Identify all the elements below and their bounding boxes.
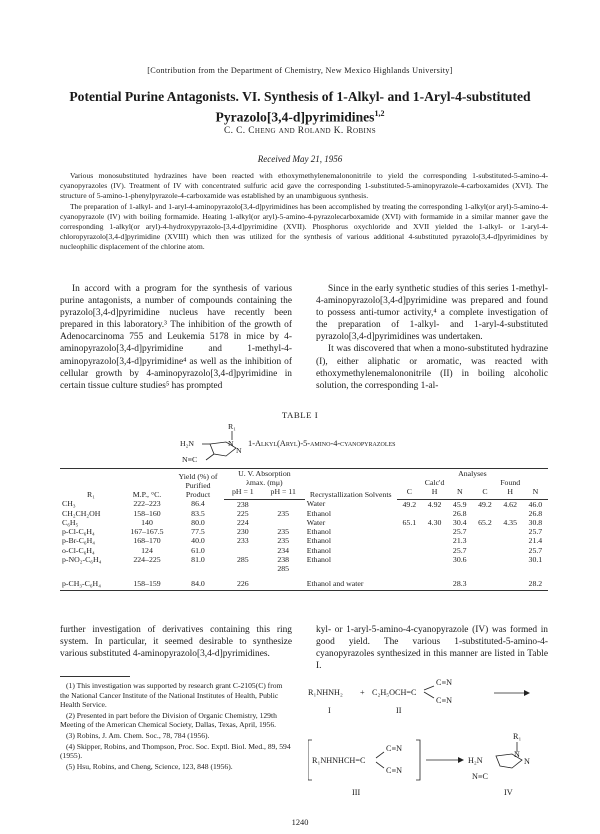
- table-cell-fn: 25.7: [528, 545, 543, 555]
- table-cell-r1: CH₃: [62, 499, 76, 509]
- table-caption: 1-Alkyl(Aryl)-5-amino-4-cyanopyrazoles: [248, 439, 396, 448]
- table-cell-r1: C₆H₅: [62, 518, 79, 528]
- table-cell-cn: 21.3: [452, 536, 467, 546]
- footnote: (2) Presented in part before the Division of Organic Chemistry, 129th Meeting of the American Chemical Society, Dallas, Texas, April, 1956.: [60, 710, 277, 730]
- table-cell-yield: [172, 564, 224, 573]
- table-cell-yield: 83.5: [191, 508, 205, 518]
- intermediate-nitrile-top: C≡N: [386, 744, 402, 753]
- table-cell-fc: [472, 573, 497, 591]
- table-cell-fc: [472, 527, 497, 536]
- table-cell-r1: [60, 564, 122, 573]
- table-cell-ph1: 233: [237, 536, 249, 546]
- table-cell-fn: 46.0: [528, 499, 543, 509]
- col-header-ph11: pH = 11: [262, 487, 305, 499]
- table-cell-r1: p-CH₃-C₆H₄: [60, 573, 122, 591]
- contribution-line: [Contribution from the Department of Chemistry, New Mexico Highlands University]: [147, 66, 453, 75]
- body-paragraph: kyl- or 1-aryl-5-amino-4-cyanopyrazole (IV) was formed in good yield. The various 1-substituted-5-amino-4-cyanopyrazoles synthesized in this manner are listed in Table I.: [316, 625, 548, 672]
- reagent-ethoxymethylene: C₂H₅OCH=C: [372, 688, 417, 697]
- table-cell-ch: [422, 527, 447, 536]
- table-cell-yield: 77.5: [191, 527, 205, 537]
- received-date: Received May 21, 1956: [257, 154, 343, 164]
- body-paragraph: In accord with a program for the synthesis of various purine antagonists, a number of compounds containing the pyrazolo[3,4-d]pyrimidine nucleus have recently been prepared in this laboratory.³ The inhibition of the growth of Adenocarcinoma 755 and Leukemia 5178 in mice by 4-aminopyrazolo[3,4-d]pyrimidine and 1-methyl-4-aminopyrazolo[3,4-d]pyrimidine⁴ as well as the inhibition of cellular growth by 4-aminopyrazolo[3,4-d]pyrimidine in certain tissue culture studies⁵ has prompted: [60, 284, 292, 391]
- table-cell-ph11: [262, 518, 305, 527]
- table-cell-ch: [422, 546, 447, 555]
- page-number: 1240: [291, 818, 309, 827]
- table-cell-solv: Ethanol and water: [305, 573, 397, 591]
- table-cell-ch: [422, 573, 447, 591]
- table-cell-fc: [472, 546, 497, 555]
- table-cell-ph11: [262, 573, 305, 591]
- table-cell-ph1: 226: [224, 573, 262, 591]
- table-cell-yield: 80.0: [191, 518, 205, 528]
- product-n2: N: [524, 757, 530, 766]
- product-r1: R₁: [513, 732, 522, 741]
- table-cell-cn: 26.8: [452, 508, 467, 518]
- col-header-found-c: C: [472, 487, 497, 499]
- scheme-lines: [308, 676, 548, 806]
- table-cell-mp: 140: [141, 518, 153, 528]
- table-cell-fc: [472, 536, 497, 545]
- compound-label-iii: III: [352, 788, 361, 797]
- intermediate-nitrile-bottom: C≡N: [386, 766, 402, 775]
- col-header-yield: Yield (%) of Purified Product: [172, 469, 224, 500]
- table-cell-ph11: 285: [277, 564, 290, 574]
- table-cell-mp: 168–170: [133, 536, 161, 546]
- compound-label-i: I: [328, 706, 331, 715]
- right-column: [316, 283, 548, 392]
- table-cell-ch: [422, 564, 447, 573]
- table-cell-fc: 49.2: [478, 499, 492, 509]
- table-cell-fn: 21.4: [528, 536, 543, 546]
- table-cell-mp: [122, 564, 172, 573]
- table-cell-cn: 25.7: [452, 545, 467, 555]
- body-paragraph: It was discovered that when a mono-substituted hydrazine (I), either aliphatic or aromatic, was reacted with ethoxymethylenemalononitrile (II) in boiling alcoholic solution, the corresponding 1-al-: [316, 344, 548, 391]
- table-cell-fh: 4.35: [503, 518, 517, 528]
- table-cell-r1: o-Cl-C₆H₄: [62, 545, 95, 555]
- table-cell-cc: [397, 546, 422, 555]
- table-cell-cc: [397, 564, 422, 573]
- table-cell-cc: [397, 536, 422, 545]
- table-cell-fh: [498, 573, 523, 591]
- plus-sign: +: [360, 688, 365, 697]
- table-cell-cc: 49.2: [402, 499, 417, 509]
- struct-nitrile: N≡C: [182, 455, 198, 464]
- table-cell-solv: Water: [306, 518, 326, 528]
- table-cell-solv: Ethanol: [306, 536, 332, 546]
- struct-amine: H₂N: [180, 439, 194, 448]
- col-header-calc-h: H: [422, 487, 447, 499]
- table-cell-fh: [498, 546, 523, 555]
- struct-r1: R₁: [228, 422, 236, 431]
- title-superscript: 1,2: [374, 109, 385, 118]
- table-cell-r1: p-Cl-C₆H₄: [62, 527, 95, 537]
- table-cell-fh: [498, 527, 523, 536]
- table-cell-fh: [498, 564, 523, 573]
- table-cell-yield: 61.0: [191, 545, 205, 555]
- col-header-calc-n: N: [447, 487, 472, 499]
- table-cell-fn: [523, 564, 548, 573]
- table-cell-fn: 30.8: [528, 518, 543, 528]
- footnote: (4) Skipper, Robins, and Thompson, Proc. Soc. Exptl. Biol. Med., 89, 594 (1955).: [60, 741, 291, 761]
- authors: C. C. Cheng and Roland K. Robins: [223, 126, 377, 136]
- table-cell-cn: 28.3: [447, 573, 472, 591]
- body-paragraph: further investigation of derivatives containing this ring system. In particular, it seemed desirable to synthesize various substituted 4-aminopyrazolo[3,4-d]pyrimidines.: [60, 625, 292, 660]
- reagent-hydrazine: R₁NHNH₂: [308, 688, 343, 697]
- table-cell-cc: [397, 555, 422, 564]
- table-cell-ch: [422, 555, 447, 564]
- table-cell-mp: 167–167.5: [130, 527, 164, 537]
- compound-label-iv: IV: [504, 788, 513, 797]
- table-cell-cn: 30.4: [452, 518, 467, 528]
- table-cell-ph11: 238: [277, 554, 290, 564]
- table-cell-cn: 30.6: [452, 554, 467, 564]
- nitrile-bottom: C≡N: [436, 696, 452, 705]
- table-cell-ph1: 230: [237, 527, 249, 537]
- table-cell-solv: Ethanol: [306, 554, 332, 564]
- table-cell-yield: 40.0: [191, 536, 205, 546]
- col-header-uv-sub: λmax. (mμ): [246, 478, 283, 488]
- table-cell-r1: p-Br-C₆H₄: [62, 536, 95, 546]
- table-cell-cn: 45.9: [452, 499, 467, 509]
- table-cell-fn: 30.1: [528, 554, 543, 564]
- table-cell-fh: 4.62: [503, 499, 517, 509]
- col-header-mp: M.P., °C.: [122, 469, 172, 500]
- table-cell-fn: 28.2: [523, 573, 548, 591]
- col-header-solvent: Recrystallization Solvents: [305, 469, 397, 500]
- intermediate: R₁NHNHCH=C: [312, 756, 366, 765]
- col-header-calc-c: C: [397, 487, 422, 499]
- table-cell-cc: [397, 573, 422, 591]
- table-cell-cc: [397, 527, 422, 536]
- table-cell-mp: 124: [141, 545, 153, 555]
- col-header-analyses: Analyses: [397, 469, 548, 479]
- table-cell-ph1: [224, 564, 262, 573]
- table-cell-ph1: 238: [237, 499, 249, 509]
- table-cell-fn: 25.7: [528, 527, 543, 537]
- table-cell-mp: 158–159: [122, 573, 172, 591]
- table-cell-ph1: 285: [237, 554, 249, 564]
- data-table: [60, 468, 548, 591]
- table-cell-fc: 65.2: [478, 518, 492, 528]
- table-header-row: [60, 469, 548, 479]
- table-cell-solv: Ethanol: [306, 527, 332, 537]
- col-header-r1: R₁: [60, 469, 122, 500]
- left-column-lower: [60, 624, 292, 660]
- table-cell-fc: [472, 564, 497, 573]
- table-row: [60, 564, 548, 573]
- table-structure: [170, 422, 470, 466]
- table-row: [60, 527, 548, 536]
- abstract-paragraph: Various monosubstituted hydrazines have been reacted with ethoxymethylenemalononitrile to yield the corresponding 1-substituted-5-amino-4-cyanopyrazoles (IV). Treatment of IV with concentrated sulfuric acid gave the corresponding 1-substituted-5-aminopyrazole-4-carboxamides (XVI). The structure of 5-amino-1-phenylpyrazole-4-carboxamide was established by an unambiguous synthesis.: [60, 171, 548, 201]
- struct-n2: N: [236, 446, 242, 455]
- table-cell-yield: 81.0: [191, 554, 205, 564]
- table-row: [60, 555, 548, 564]
- table-cell-fn: 26.8: [528, 508, 543, 518]
- table-cell-ph11: 235: [277, 527, 290, 537]
- footnote-rule: [60, 676, 130, 677]
- footnote: (1) This investigation was supported by research grant C-2105(C) from the National Cancer Institute of the National Institutes of Health, Public Health Service.: [60, 681, 283, 710]
- table-row: [60, 499, 548, 509]
- body-paragraph: Since in the early synthetic studies of this series 1-methyl-4-aminopyrazolo[3,4-d]pyrimidine was prepared and found to possess anti-tumor activity,⁴ a complete investigation of the preparation of 1-alkyl- and 1-aryl-4-substituted pyrazolo[3,4-d]pyrimidines was undertaken.: [316, 284, 548, 343]
- table-cell-r1: CH₂CH₂OH: [62, 508, 101, 518]
- table-cell-ch: [422, 509, 447, 518]
- col-header-calcd: Calc'd: [424, 478, 445, 488]
- table-body: [60, 499, 548, 591]
- product-amine: H₂N: [468, 756, 483, 765]
- col-header-uv: U. V. Absorption: [224, 469, 305, 479]
- table-cell-ph1: [224, 546, 262, 555]
- abstract: [60, 171, 548, 253]
- article-title: [40, 88, 560, 126]
- nitrile-top: C≡N: [436, 678, 452, 687]
- table-cell-fh: [498, 536, 523, 545]
- table-cell-mp: 158–160: [133, 508, 161, 518]
- table-cell-ph11: 235: [277, 508, 290, 518]
- table-cell-solv: [305, 564, 397, 573]
- left-column: [60, 283, 292, 392]
- struct-n: N: [228, 439, 234, 448]
- right-column-lower: [316, 624, 548, 672]
- table-cell-solv: Water: [306, 499, 326, 509]
- table-cell-fc: [472, 555, 497, 564]
- table-cell-fh: [498, 555, 523, 564]
- table-row: [60, 509, 548, 518]
- footnote: (3) Robins, J. Am. Chem. Soc., 78, 784 (1956).: [66, 730, 210, 740]
- table-cell-ch: 4.92: [427, 499, 442, 509]
- table-cell-fh: [498, 509, 523, 518]
- table-cell-r1: p-NO₂-C₆H₄: [62, 554, 102, 564]
- table-cell-ph11: 235: [277, 536, 290, 546]
- footnotes: [60, 676, 292, 772]
- table-cell-yield: 84.0: [172, 573, 224, 591]
- table-cell-cn: [447, 564, 472, 573]
- footnote: (5) Hsu, Robins, and Cheng, Science, 123, 848 (1956).: [66, 761, 233, 771]
- table-cell-solv: Ethanol: [306, 545, 332, 555]
- table-cell-ph11: 234: [277, 545, 290, 555]
- col-header-found-h: H: [498, 487, 523, 499]
- table-label: TABLE I: [281, 410, 319, 420]
- table-cell-mp: 224–225: [133, 554, 161, 564]
- table-row: [60, 536, 548, 545]
- table-cell-mp: 222–223: [133, 499, 161, 509]
- table-row: [60, 518, 548, 527]
- product-n1: N: [514, 750, 520, 759]
- table-row: [60, 546, 548, 555]
- table-cell-ph11: [262, 499, 305, 509]
- table-cell-fc: [472, 509, 497, 518]
- col-header-found: Found: [500, 478, 521, 488]
- table-cell-solv: Ethanol: [306, 508, 332, 518]
- table-cell-cc: [397, 509, 422, 518]
- table-cell-ph1: 225: [237, 508, 249, 518]
- reaction-scheme: [308, 676, 548, 806]
- title-text: Potential Purine Antagonists. VI. Synthesis of 1-Alkyl- and 1-Aryl-4-substituted Pyrazolo[3,4-d]pyrimidines: [69, 89, 531, 125]
- table-row: [60, 573, 548, 591]
- product-nitrile: N≡C: [472, 772, 488, 781]
- table-cell-ch: [422, 536, 447, 545]
- col-header-found-n: N: [523, 487, 548, 499]
- col-header-ph1: pH = 1: [224, 487, 262, 499]
- table-cell-ph1: 224: [237, 518, 249, 528]
- compound-label-ii: II: [396, 706, 402, 715]
- table-cell-ch: 4.30: [427, 518, 442, 528]
- table-cell-cn: 25.7: [452, 527, 467, 537]
- table-cell-yield: 86.4: [191, 499, 205, 509]
- abstract-paragraph: The preparation of 1-alkyl- and 1-aryl-4-aminopyrazolo[3,4-d]pyrimidines has been accomplished by treating the corresponding 1-alkyl(or aryl)-5-amino-4-cyanopyrazole (IV) with boiling formamide. Heating 1-alkyl(or aryl)-5-amino-4-pyrazolecarboxamide (XVI) with formamide in a similar manner gave the corresponding 1-alkyl(or aryl)-4-hydroxypyrazolo-[3,4-d]pyrimidine (XVII). Phosphorus oxychloride and XVII yielded the 1-alkyl- or 1-aryl-4-chloropyrazolo[3,4-d]pyrimidine (XVIII) which then was utilized for the synthesis of various additional 4-substituted pyrazolo[3,4-d]pyrimidines by nucleophilic displacement of the chlorine atom.: [60, 201, 548, 252]
- table-cell-cc: 65.1: [402, 518, 417, 528]
